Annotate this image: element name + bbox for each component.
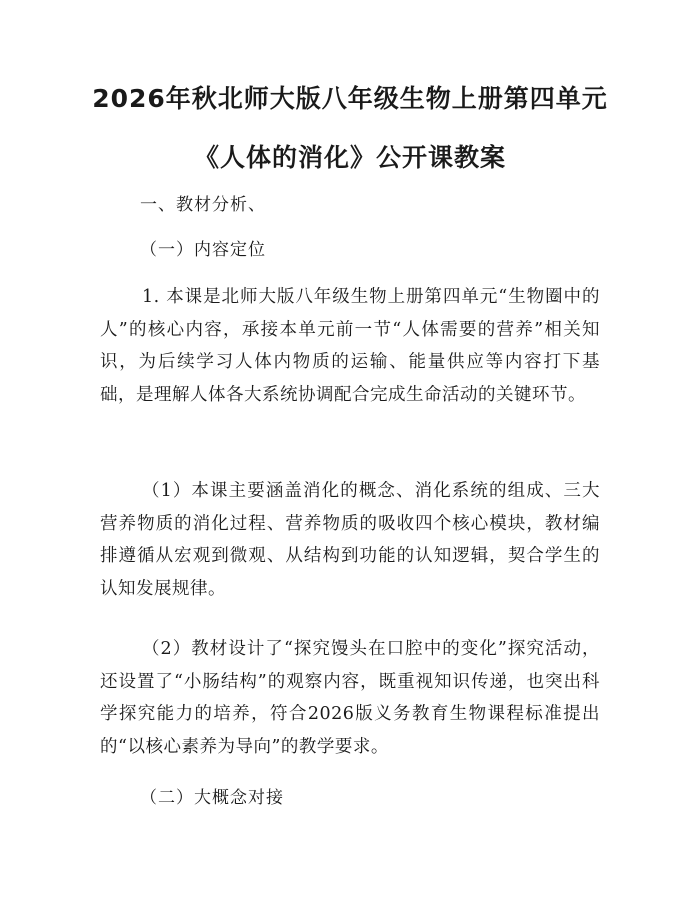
subsection-heading-content-positioning: （一）内容定位 [140, 240, 266, 260]
document-title-line-2: 《人体的消化》公开课教案 [193, 143, 506, 172]
paragraph-core-modules: （1）本课主要涵盖消化的概念、消化系统的组成、三大营养物质的消化过程、营养物质的吸收四个核心模块，教材编排遵循从宏观到微观、从结构到功能的认知逻辑，契合学生的认知发展规律。 [100, 481, 600, 599]
section-heading-teaching-material-analysis: 一、教材分析、 [140, 195, 266, 215]
subsection-heading-big-concept: （二）大概念对接 [140, 788, 284, 808]
paragraph-course-position: 1. 本课是北师大版八年级生物上册第四单元“生物圈中的人”的核心内容，承接本单元前一节“人体需要的营养”相关知识，为后续学习人体内物质的运输、能量供应等内容打下基础，是理解人体各大系统协调配合完成生命活动的关键环节。 [100, 287, 600, 405]
paragraph-inquiry-activities: （2）教材设计了“探究馒头在口腔中的变化”探究活动，还设置了“小肠结构”的观察内容，既重视知识传递，也突出科学探究能力的培养，符合2026版义务教育生物课程标准提出的“以核心素养为导向”的教学要求。 [100, 639, 600, 757]
document-title-line-1: 2026年秋北师大版八年级生物上册第四单元 [92, 84, 608, 113]
